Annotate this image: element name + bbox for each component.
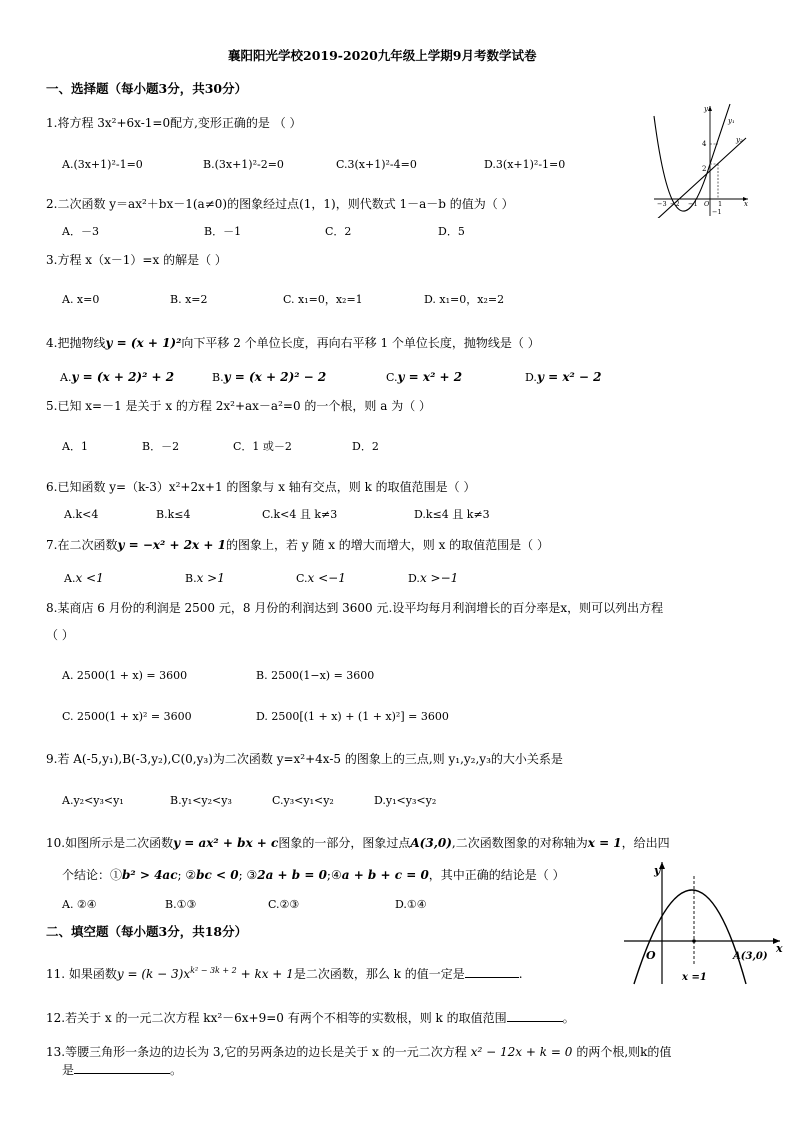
q5-option-c: C．1 或－2 [233,440,292,453]
q1-option-a: A.(3x+1)²-1=0 [62,158,143,171]
question-8-stem-cont: （ ） [46,628,74,642]
graph-two-functions [648,102,752,218]
graph1-origin: O [704,200,710,208]
q4-stem-pre: 4.把抛物线 [46,336,106,350]
q7-option-a: A.x <1 [64,571,104,585]
q5-option-a: A．1 [62,440,88,453]
q10-option-d: D.①④ [395,898,427,911]
graph1-tick-y2: 2 [702,165,707,173]
graph-parabola [622,856,786,988]
question-10-conclusions: 个结论：①b² > 4ac; ②bc < 0; ③2a + b = 0;④a + b + c = 0，其中正确的结论是（ ） [62,868,565,882]
question-6-stem: 6.已知函数 y=（k-3）x²+2x+1 的图象与 x 轴有交点，则 k 的取值范围是（ ） [46,480,476,494]
q8-option-d: D. 2500[(1 + x) + (1 + x)²] = 3600 [256,710,449,723]
q12-answer-blank[interactable] [507,1009,563,1022]
graph1-y-label: y [704,105,708,113]
q7-stem-formula: y = −x² + 2x + 1 [117,538,226,552]
graph2-x-label: x [776,942,783,955]
q10-option-a: A. ②④ [62,898,97,911]
question-11: 11. 如果函数$y = (k - 3)x^{k^2 - 3k + 2}$ + kx + 1是二次函数，那么 k 的值一定是 . [46,966,523,981]
q9-option-d: D.y₁<y₃<y₂ [374,794,437,807]
q11-answer-blank[interactable] [465,965,519,978]
question-4-stem [46,335,540,351]
q8-option-a: A. 2500(1 + x) = 3600 [62,669,188,682]
graph1-y2-label: y₂ [736,136,743,144]
q8-option-c: C. 2500(1 + x)² = 3600 [62,710,192,723]
graph1-tick-x1: 1 [718,200,723,208]
q3-option-a: A. x=0 [62,293,100,306]
graph2-origin: O [646,949,656,962]
q2-option-c: C．2 [325,225,352,238]
q4-option-d: D.y = x² − 2 [525,370,602,384]
question-5-stem: 5.已知 x=－1 是关于 x 的方程 2x²+ax－a²=0 的一个根，则 a 为（ ） [46,399,432,413]
question-10-stem: 10.如图所示是二次函数y = ax² + bx + c图象的一部分，图象过点A(3,0),二次函数图象的对称轴为x = 1，给出四 [46,836,670,850]
q5-option-d: D．2 [352,440,379,453]
q9-option-c: C.y₃<y₁<y₂ [272,794,334,807]
section-heading-choice: 一、选择题（每小题3分，共30分） [46,81,248,96]
question-9-stem: 9.若 A(-5,y₁),B(-3,y₂),C(0,y₃)为二次函数 y=x²+4x-5 的图象上的三点,则 y₁,y₂,y₃的大小关系是 [46,752,563,766]
q5-option-b: B．－2 [142,440,180,453]
q3-option-b: B. x=2 [170,293,208,306]
graph2-axis-label: x =1 [682,972,707,983]
q6-option-b: B.k≤4 [156,508,191,521]
graph1-curve-y1 [654,104,730,211]
q2-option-d: D．5 [438,225,465,238]
q8-option-b: B. 2500(1−x) = 3600 [256,669,375,682]
q4-option-c: C.y = x² + 2 [386,370,463,384]
q4-stem-post: 向下平移 2 个单位长度，再向右平移 1 个单位长度，抛物线是（ ） [181,336,540,350]
graph1-tick-y4: 4 [702,140,707,148]
q10-option-b: B.①③ [165,898,197,911]
graph1-line-y2 [654,138,746,218]
q2-option-b: B．－1 [204,225,242,238]
question-3-stem: 3.方程 x（x－1）=x 的解是（ ） [46,253,227,267]
question-2-stem: 2.二次函数 y＝ax²＋bx－1(a≠0)的图象经过点(1，1)，则代数式 1－a－b 的值为（ ） [46,197,514,211]
q4-option-b: B.y = (x + 2)² − 2 [212,370,327,384]
question-13-line2: 是 。 [62,1063,183,1077]
page-title: 襄阳阳光学校2019-2020九年级上学期9月考数学试卷 [228,48,537,63]
graph1-tick-xm2: −2 [670,200,680,208]
section-heading-fill: 二、填空题（每小题3分，共18分） [46,924,248,939]
graph1-tick-xm1: −1 [688,200,698,208]
q9-option-b: B.y₁<y₂<y₃ [170,794,232,807]
q6-option-a: A.k<4 [64,508,99,521]
question-12: 12.若关于 x 的一元二次方程 kx²－6x+9=0 有两个不相等的实数根，则 k 的取值范围 。 [46,1011,575,1025]
q1-option-b: B.(3x+1)²-2=0 [203,158,284,171]
graph1-y1-label: y₁ [728,117,735,125]
q7-stem-pre: 7.在二次函数 [46,538,118,552]
q10-option-c: C.②③ [268,898,300,911]
q6-option-c: C.k<4 且 k≠3 [262,508,338,521]
question-7-stem [46,537,549,553]
q7-option-c: C.x <−1 [296,571,346,585]
q3-option-d: D. x₁=0，x₂=2 [424,293,505,306]
q2-option-a: A．－3 [62,225,99,238]
q4-option-a: A.y = (x + 2)² + 2 [60,370,175,384]
graph2-parabola-curve [634,890,746,984]
question-13: 13.等腰三角形一条边的边长为 3,它的另两条边的边长是关于 x 的一元二次方程 x² − 12x + k = 0 的两个根,则k的值 [46,1045,672,1059]
q4-stem-formula: y = (x + 1)² [105,336,182,350]
graph2-point-a: A(3,0) [733,951,768,962]
q13-answer-blank[interactable] [74,1061,170,1074]
graph1-x-label: x [744,200,748,208]
q6-option-d: D.k≤4 且 k≠3 [414,508,490,521]
q9-option-a: A.y₂<y₃<y₁ [62,794,124,807]
graph2-y-label: y [654,864,661,877]
q7-stem-post: 的图象上，若 y 随 x 的增大而增大，则 x 的取值范围是（ ） [225,538,550,552]
q7-option-d: D.x >−1 [408,571,459,585]
graph1-tick-ym1: −1 [712,208,722,216]
q1-option-c: C.3(x+1)²-4=0 [336,158,417,171]
question-1-stem: 1.将方程 3x²+6x-1=0配方,变形正确的是 （ ） [46,116,302,130]
question-8-stem: 8.某商店 6 月份的利润是 2500 元，8 月份的利润达到 3600 元.设平均每月利润增长的百分率是x，则可以列出方程 [46,601,664,615]
q3-option-c: C. x₁=0，x₂=1 [283,293,363,306]
q7-option-b: B.x >1 [185,571,225,585]
graph1-tick-xm3: −3 [657,200,667,208]
q1-option-d: D.3(x+1)²-1=0 [484,158,566,171]
